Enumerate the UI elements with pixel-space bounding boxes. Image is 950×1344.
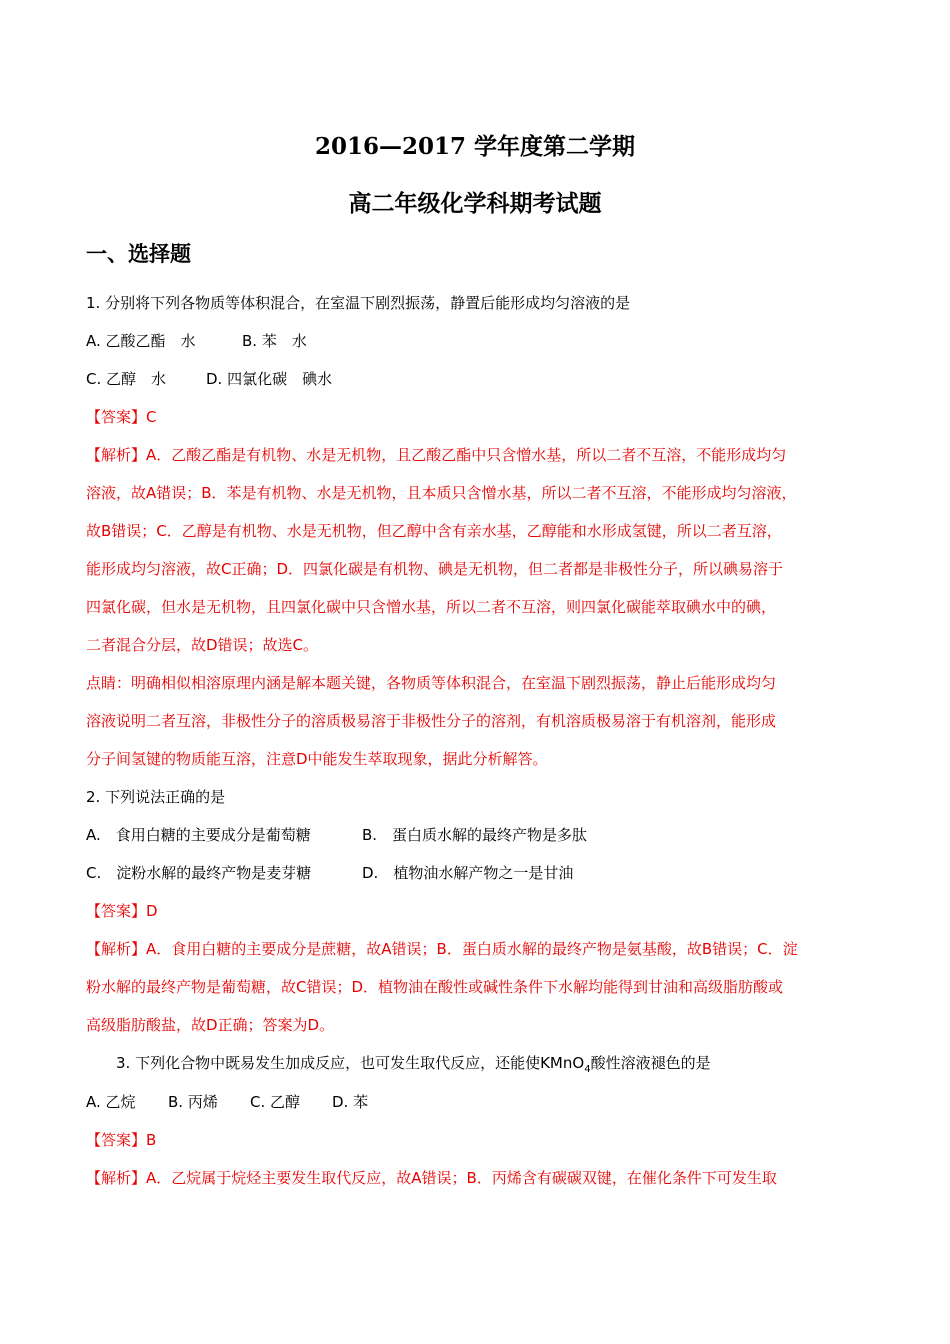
q3-option-c: C. 乙醇 <box>250 1093 301 1111</box>
q1-options-row-1 <box>86 331 307 351</box>
q1-option-b: B. 苯 水 <box>242 332 307 350</box>
q3-option-b: B. 丙烯 <box>168 1093 218 1111</box>
q1-analysis-line: 溶液，故A错误；B．苯是有机物、水是无机物，且本质只含憎水基，所以二者不互溶，不能形成均匀溶液， <box>86 484 797 502</box>
q1-option-d: D. 四氯化碳 碘水 <box>206 370 333 388</box>
q2-option-a: A. 食用白糖的主要成分是葡萄糖 <box>86 826 311 844</box>
q3-option-d: D. 苯 <box>332 1093 369 1111</box>
section-heading: 一、选择题 <box>86 242 191 266</box>
q1-stem: 1. 分别将下列各物质等体积混合，在室温下剧烈振荡，静置后能形成均匀溶液的是 <box>86 294 631 312</box>
q3-analysis-line: 【解析】A．乙烷属于烷烃主要发生取代反应，故A错误；B．丙烯含有碳碳双键，在催化条件下可发生取 <box>86 1169 777 1187</box>
q1-options-row-2 <box>86 369 332 389</box>
q1-tips-line: 溶液说明二者互溶，非极性分子的溶质极易溶于非极性分子的溶剂，有机溶质极易溶于有机溶剂，能形成 <box>86 712 777 730</box>
q2-analysis-line: 高级脂肪酸盐，故D正确；答案为D。 <box>86 1016 335 1034</box>
q1-tips-line: 分子间氢键的物质能互溶，注意D中能发生萃取现象，据此分析解答。 <box>86 750 548 768</box>
q2-analysis-line: 【解析】A．食用白糖的主要成分是蔗糖，故A错误；B．蛋白质水解的最终产物是氨基酸，故B错误；C．淀 <box>86 940 798 958</box>
q1-answer: 【答案】C <box>86 408 157 426</box>
q3-stem-subscript: 4 <box>584 1064 591 1075</box>
q2-analysis-line: 粉水解的最终产物是葡萄糖，故C错误；D．植物油在酸性或碱性条件下水解均能得到甘油和高级脂肪酸或 <box>86 978 784 996</box>
q1-analysis-line: 故B错误；C．乙醇是有机物、水是无机物，但乙醇中含有亲水基，乙醇能和水形成氢键，所以二者互溶， <box>86 522 782 540</box>
q3-options-row <box>86 1092 368 1112</box>
q3-stem-formula: KMnO <box>540 1054 585 1072</box>
q2-stem: 2. 下列说法正确的是 <box>86 788 226 806</box>
q1-option-c: C. 乙醇 水 <box>86 370 167 388</box>
q2-option-c: C. 淀粉水解的最终产物是麦芽糖 <box>86 864 312 882</box>
q1-analysis-line: 二者混合分层，故D错误；故选C。 <box>86 636 319 654</box>
q3-answer: 【答案】B <box>86 1131 157 1149</box>
q2-options-row-1 <box>86 825 587 845</box>
title-line-2: 高二年级化学科期考试题 <box>348 190 602 217</box>
q2-answer: 【答案】D <box>86 902 158 920</box>
q1-tips-line: 点睛：明确相似相溶原理内涵是解本题关键，各物质等体积混合，在室温下剧烈振荡，静止后能形成均匀 <box>86 674 777 692</box>
q1-analysis-line: 【解析】A．乙酸乙酯是有机物、水是无机物，且乙酸乙酯中只含憎水基，所以二者不互溶，不能形成均匀 <box>86 446 787 464</box>
q3-stem-after: 酸性溶液褪色的是 <box>590 1054 711 1072</box>
q3-option-a: A. 乙烷 <box>86 1093 136 1111</box>
q2-options-row-2 <box>86 863 573 883</box>
q1-analysis-line: 四氯化碳，但水是无机物，且四氯化碳中只含憎水基，所以二者不互溶，则四氯化碳能萃取碘水中的碘， <box>86 598 777 616</box>
q3-stem-before: 3. 下列化合物中既易发生加成反应，也可发生取代反应，还能使 <box>116 1054 541 1072</box>
title-line-1: 2016—2017 学年度第二学期 <box>314 133 636 160</box>
q3-stem <box>116 1053 711 1080</box>
q2-option-d: D. 植物油水解产物之一是甘油 <box>362 864 574 882</box>
q2-option-b: B. 蛋白质水解的最终产物是多肽 <box>362 826 588 844</box>
q1-analysis-line: 能形成均匀溶液，故C正确；D．四氯化碳是有机物、碘是无机物，但二者都是非极性分子，所以碘易溶于 <box>86 560 784 578</box>
q1-option-a: A. 乙酸乙酯 水 <box>86 332 196 350</box>
